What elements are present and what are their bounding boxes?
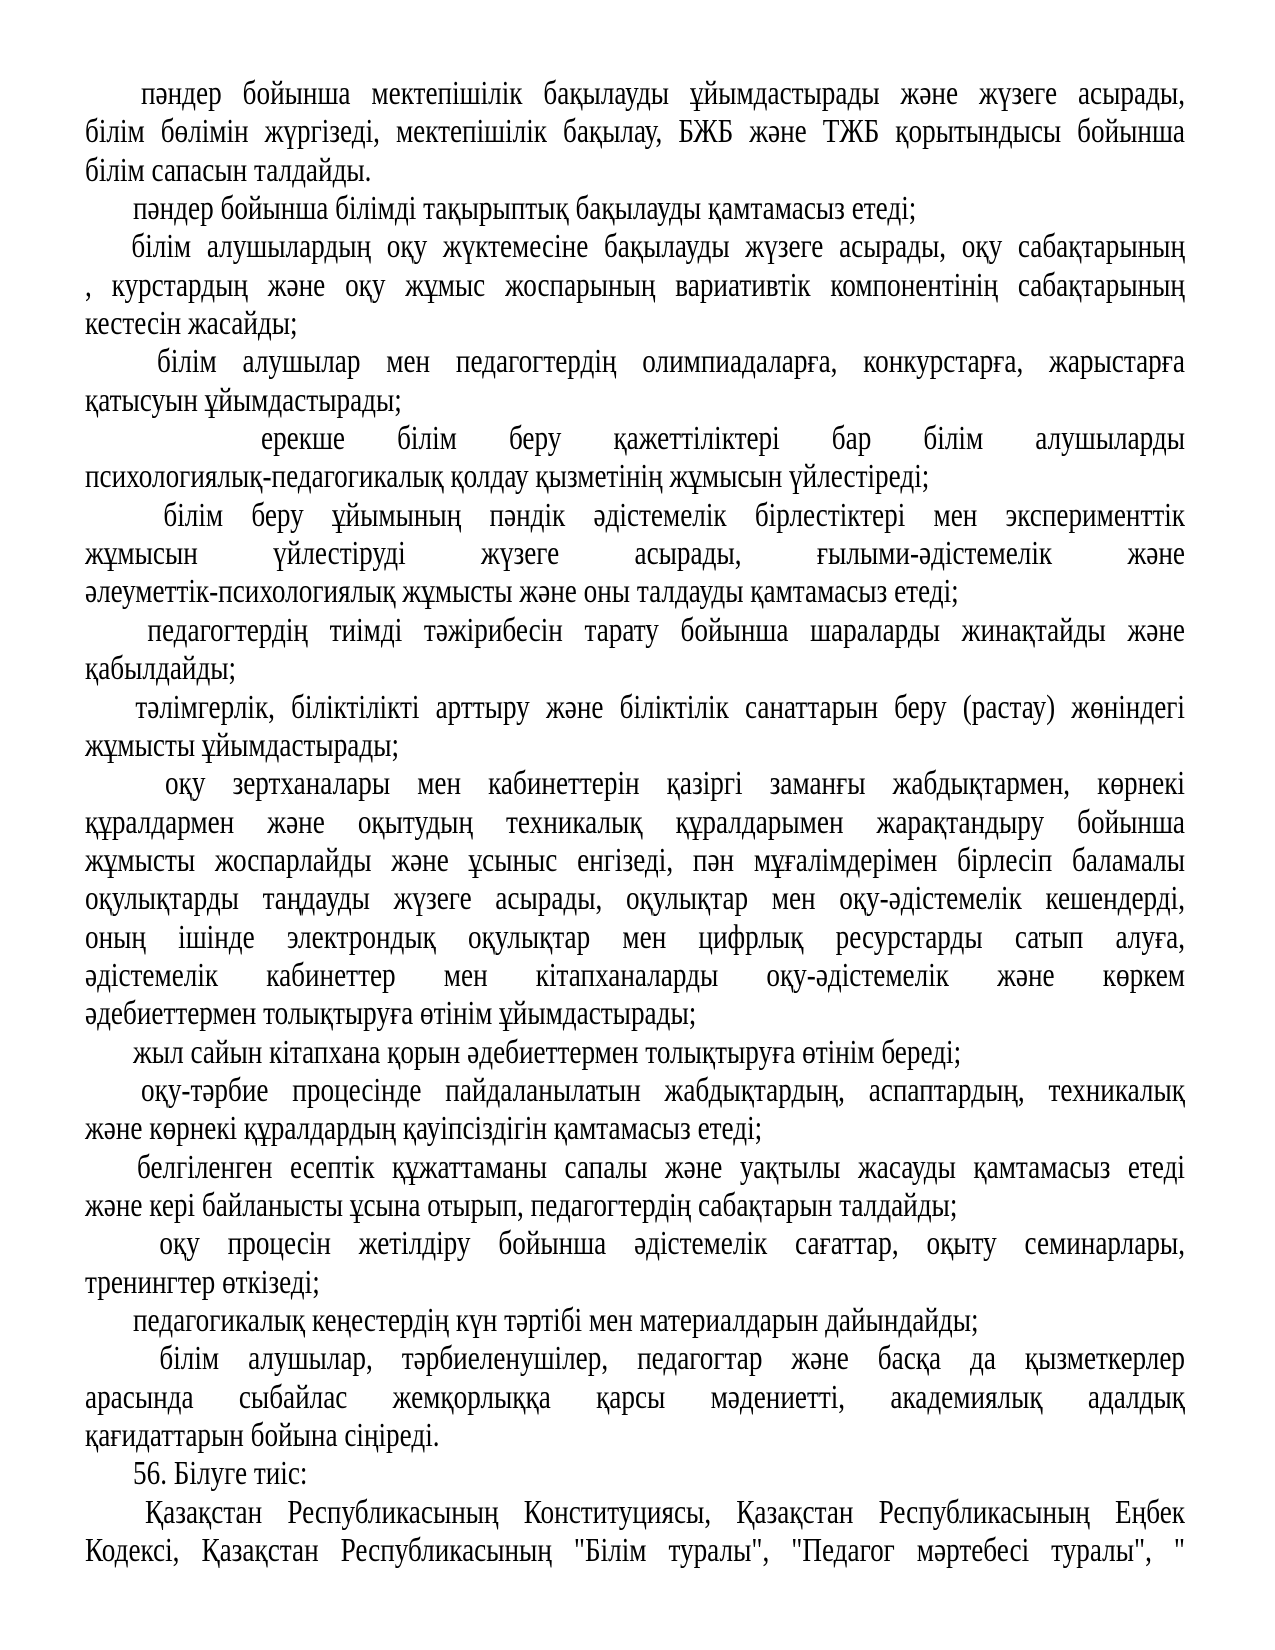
text-line: және кері байланысты ұсына отырып, педагогтердің сабақтарын талдайды; bbox=[85, 1186, 958, 1224]
text-line: тренингтер өткізеді; bbox=[85, 1263, 320, 1301]
paragraph bbox=[85, 1302, 1185, 1340]
text-line: кестесін жасайды; bbox=[85, 305, 298, 343]
paragraph bbox=[85, 75, 1185, 190]
text-line: жұмысты ұйымдастырады; bbox=[85, 726, 400, 764]
text-line: білім бөлімін жүргізеді, мектепішілік бақылау, БЖБ және ТЖБ қорытындысы бойынша bbox=[85, 113, 1185, 151]
text-line: құралдармен және оқытудың техникалық құралдарымен жарақтандыру бойынша bbox=[85, 803, 1185, 841]
text-line: және көрнекі құралдардың қауіпсіздігін қамтамасыз етеді; bbox=[85, 1110, 763, 1148]
paragraph bbox=[85, 765, 1185, 1033]
text-line: әлеуметтік-психологиялық жұмысты және оны талдауды қамтамасыз етеді; bbox=[85, 573, 959, 611]
text-line: тәлімгерлік, біліктілікті арттыру және біліктілік санаттарын беру (растау) жөніндегі bbox=[135, 688, 1185, 726]
text-line: пәндер бойынша білімді тақырыптық бақылауды қамтамасыз етеді; bbox=[133, 190, 917, 228]
paragraph bbox=[85, 1225, 1185, 1302]
text-line: қабылдайды; bbox=[85, 650, 237, 688]
text-line: педагогтердің тиімді тәжірибесін тарату бойынша шараларды жинақтайды және bbox=[147, 611, 1185, 649]
text-line: оқу зертханалары мен кабинеттерін қазіргі заманғы жабдықтармен, көрнекі bbox=[165, 765, 1185, 803]
text-line: әдістемелік кабинеттер мен кітапханаларды оқу-әдістемелік және көркем bbox=[85, 956, 1185, 994]
text-line: оның ішінде электрондық оқулықтар мен цифрлық ресурстарды сатып алуға, bbox=[85, 918, 1185, 956]
paragraph bbox=[85, 1149, 1185, 1226]
text-line: оқу-тәрбие процесінде пайдаланылатын жабдықтардың, аспаптардың, техникалық bbox=[141, 1071, 1185, 1109]
text-line: жұмысты жоспарлайды және ұсыныс енгізеді, пән мұғалімдерімен бірлесіп баламалы bbox=[85, 841, 1185, 879]
text-line: белгіленген есептік құжаттаманы сапалы және уақтылы жасауды қамтамасыз етеді bbox=[137, 1148, 1185, 1186]
text-line: қатысуын ұйымдастырады; bbox=[85, 381, 402, 419]
paragraph bbox=[85, 497, 1185, 612]
text-line: әдебиеттермен толықтыруға өтінім ұйымдастырады; bbox=[85, 995, 697, 1033]
text-line: жұмысын үйлестіруді жүзеге асырады, ғылыми-әдістемелік және bbox=[85, 535, 1185, 573]
paragraph bbox=[85, 1072, 1185, 1149]
text-line: Қазақстан Республикасының Конституциясы, Қазақстан Республикасының Еңбек bbox=[145, 1493, 1185, 1531]
paragraph bbox=[85, 1034, 1185, 1072]
paragraph bbox=[85, 420, 1185, 497]
text-line: арасында сыбайлас жемқорлыққа қарсы мәдениетті, академиялық адалдық bbox=[85, 1378, 1185, 1416]
document-text-block bbox=[85, 75, 1185, 1570]
text-line: педагогикалық кеңестердің күн тәртібі мен материалдарын дайындайды; bbox=[133, 1302, 979, 1339]
paragraph bbox=[85, 1340, 1185, 1455]
paragraph bbox=[85, 1455, 1185, 1493]
text-line: ерекше білім беру қажеттіліктері бар білім алушыларды bbox=[261, 420, 1185, 458]
paragraph bbox=[85, 1494, 1185, 1571]
text-line: білім беру ұйымының пәндік әдістемелік бірлестіктері мен эксперименттік bbox=[163, 496, 1185, 534]
paragraph bbox=[85, 689, 1185, 766]
paragraph bbox=[85, 612, 1185, 689]
text-line: жыл сайын кітапхана қорын әдебиеттермен толықтыруға өтінім береді; bbox=[133, 1033, 962, 1071]
text-line: білім сапасын талдайды. bbox=[85, 151, 372, 189]
text-line: білім алушылар, тәрбиеленушілер, педагогтар және басқа да қызметкерлер bbox=[159, 1340, 1185, 1378]
text-line: Кодексі, Қазақстан Республикасының "Білім туралы", "Педагог мәртебесі туралы", " bbox=[85, 1532, 1185, 1570]
text-line: білім алушылардың оқу жүктемесіне бақылауды жүзеге асырады, оқу сабақтарының bbox=[131, 228, 1185, 266]
paragraph bbox=[85, 343, 1185, 420]
text-line: пәндер бойынша мектепішілік бақылауды ұйымдастырады және жүзеге асырады, bbox=[141, 75, 1185, 112]
text-line: , курстардың және оқу жұмыс жоспарының вариативтік компонентінің сабақтарының bbox=[85, 266, 1185, 304]
text-line: психологиялық-педагогикалық қолдау қызметінің жұмысын үйлестіреді; bbox=[85, 458, 930, 496]
text-line: оқу процесін жетілдіру бойынша әдістемелік сағаттар, оқыту семинарлары, bbox=[159, 1225, 1185, 1263]
text-line: оқулықтарды таңдауды жүзеге асырады, оқулықтар мен оқу-әдістемелік кешендерді, bbox=[85, 880, 1185, 918]
paragraph bbox=[85, 228, 1185, 343]
text-line: қағидаттарын бойына сіңіреді. bbox=[85, 1417, 440, 1455]
paragraph bbox=[85, 190, 1185, 228]
text-line: білім алушылар мен педагогтердің олимпиадаларға, конкурстарға, жарыстарға bbox=[157, 343, 1185, 381]
text-line: 56. Білуге тиіс: bbox=[133, 1455, 308, 1493]
